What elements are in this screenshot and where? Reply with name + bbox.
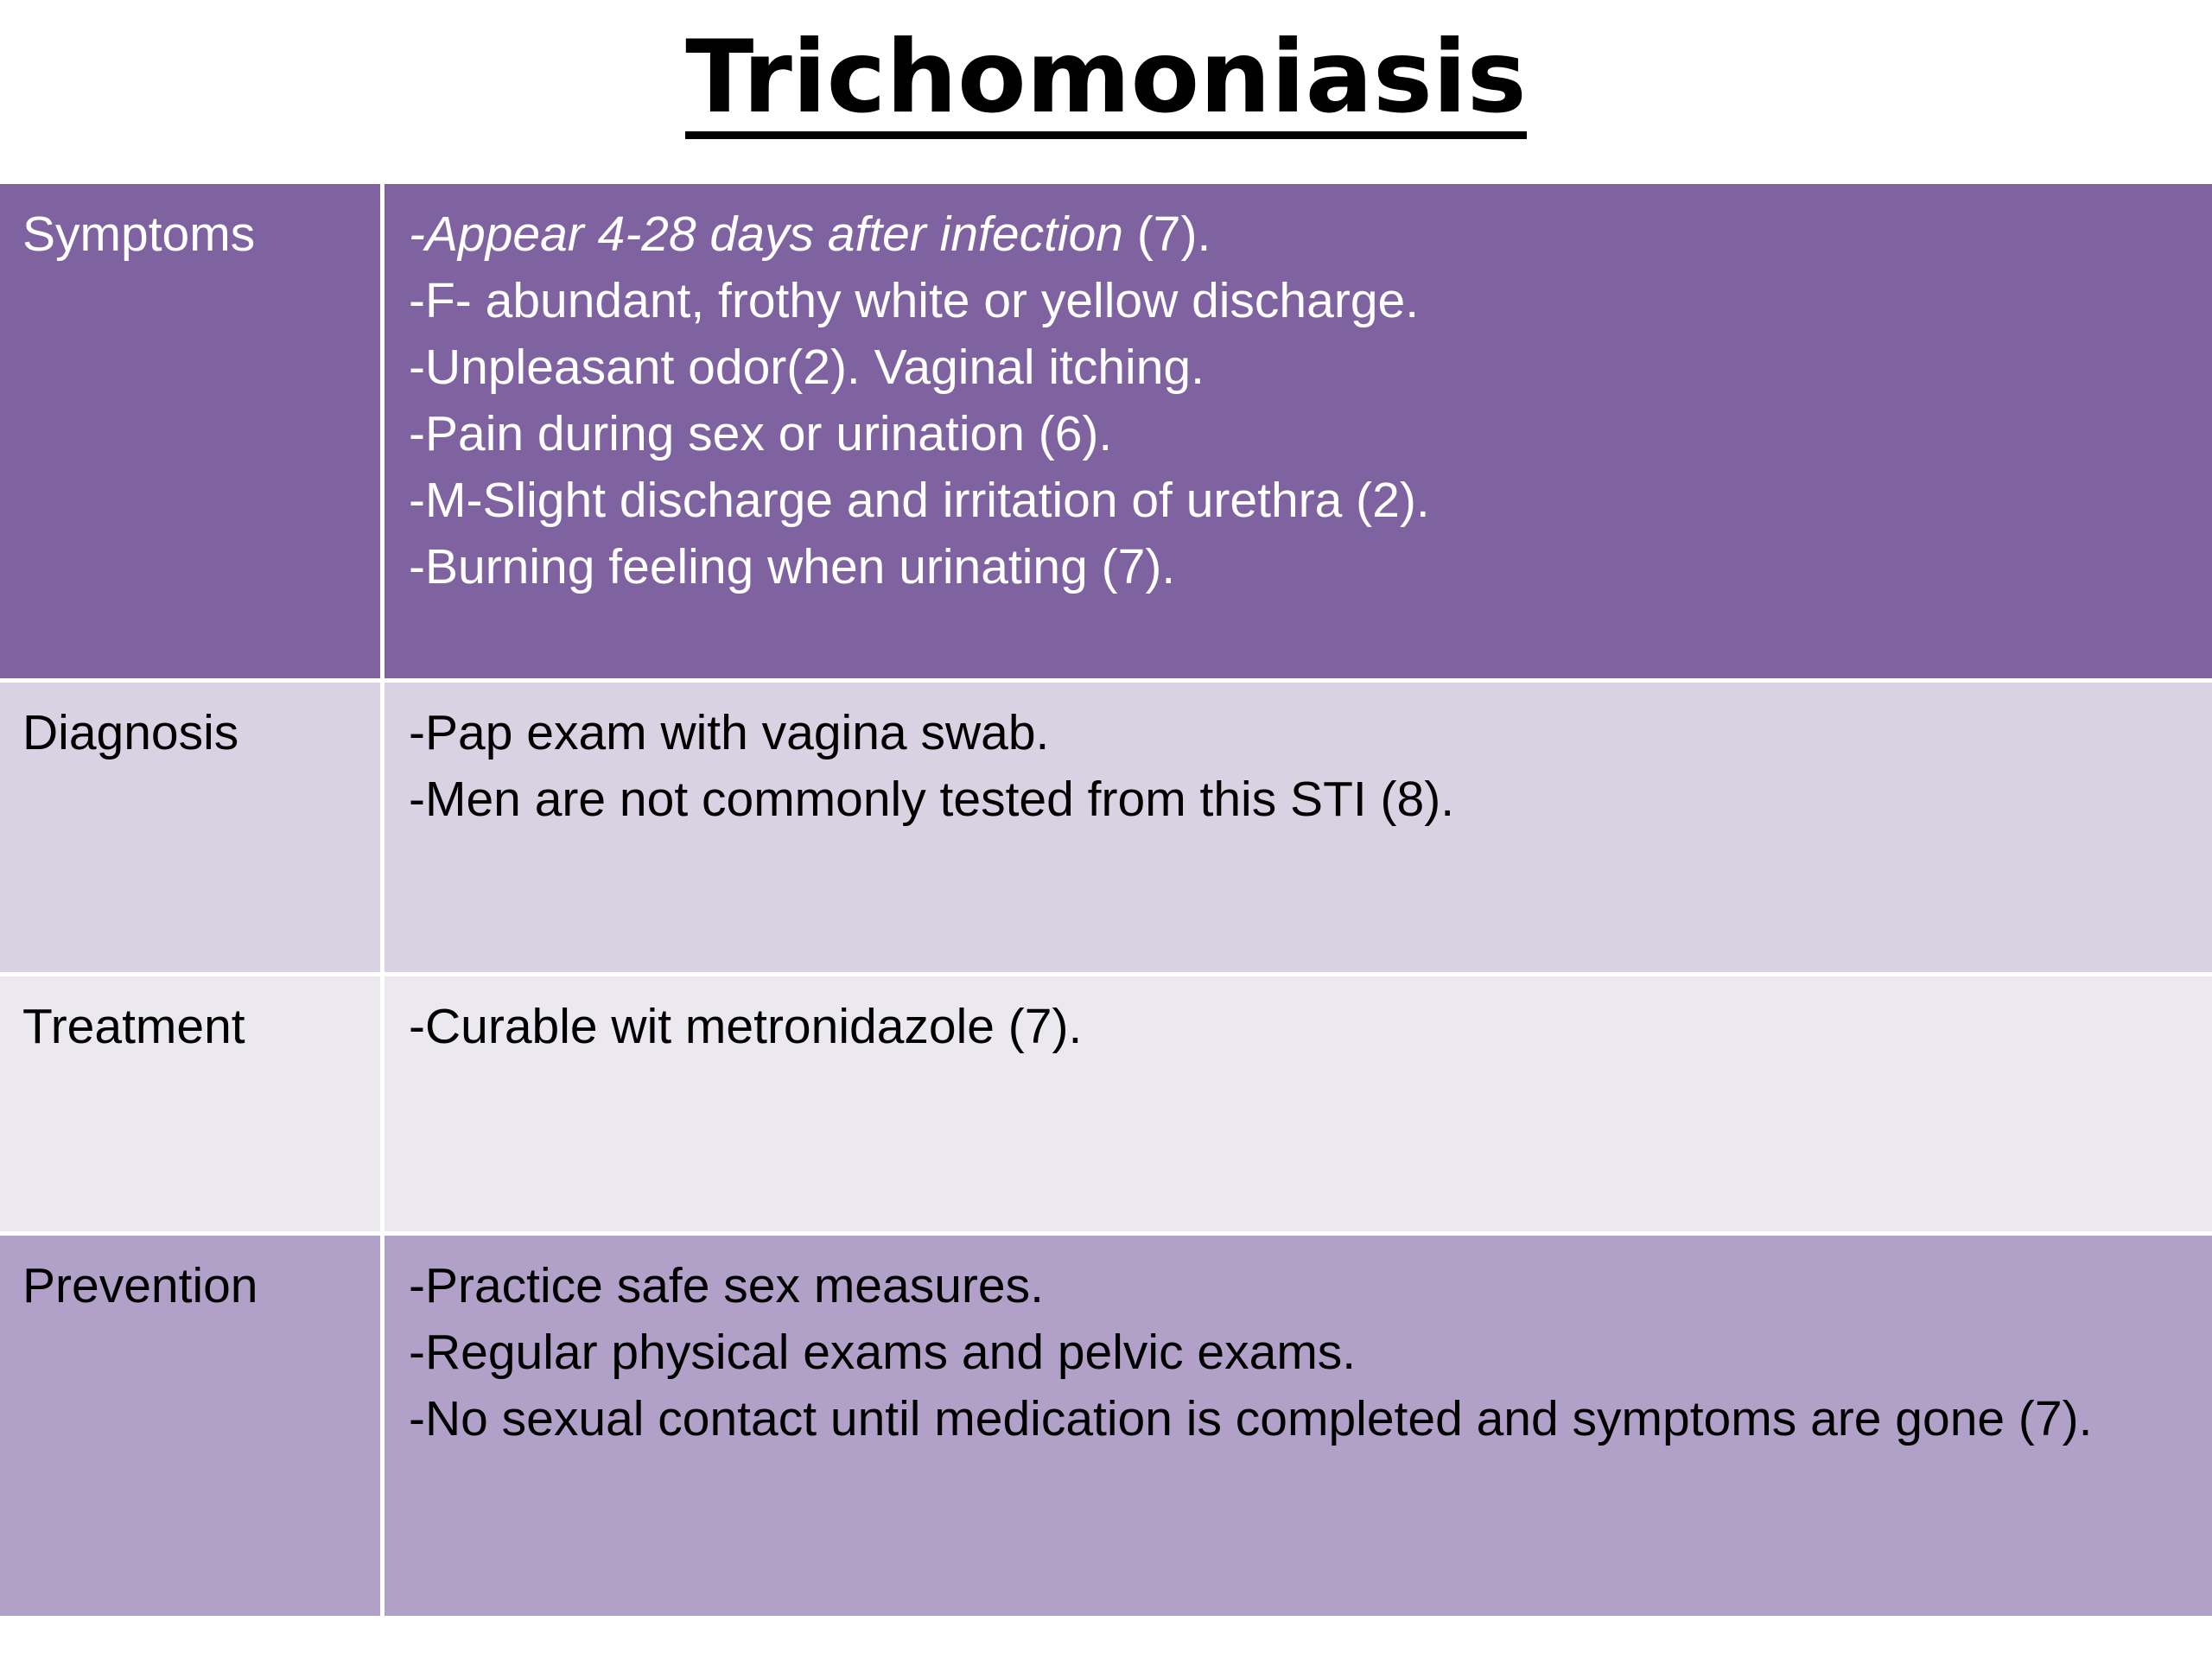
- row-label-prevention: Prevention: [0, 1236, 385, 1616]
- content-line-text: (7).: [1122, 207, 1211, 262]
- page-title: [0, 17, 2212, 139]
- content-line: -Practice safe sex measures.: [409, 1258, 1044, 1313]
- row-content-treatment: [385, 976, 2212, 1231]
- content-line: -Men are not commonly tested from this STI (8).: [409, 772, 1455, 827]
- content-line: -F- abundant, frothy white or yellow discharge.: [409, 273, 1420, 328]
- content-line: -Unpleasant odor(2). Vaginal itching.: [409, 340, 1205, 395]
- row-label-symptoms: Symptoms: [0, 184, 385, 678]
- content-line: -Pap exam with vagina swab.: [409, 705, 1050, 760]
- content-line-italic: -Appear 4-28 days after infection: [409, 207, 1123, 262]
- table-row-diagnosis: [0, 683, 2212, 976]
- row-label-treatment: Treatment: [0, 976, 385, 1231]
- content-line: -Regular physical exams and pelvic exams.: [409, 1325, 1357, 1380]
- row-content-prevention: [385, 1236, 2212, 1616]
- content-line: -Curable wit metronidazole (7).: [409, 999, 1083, 1054]
- table-row-prevention: [0, 1236, 2212, 1616]
- table-row-symptoms: [0, 184, 2212, 683]
- content-line: -M-Slight discharge and irritation of urethra (2).: [409, 473, 1430, 528]
- row-content-diagnosis: [385, 683, 2212, 972]
- content-line: -No sexual contact until medication is completed and symptoms are gone (7).: [409, 1391, 2093, 1446]
- content-line: -Pain during sex or urination (6).: [409, 406, 1113, 461]
- table-row-treatment: [0, 976, 2212, 1236]
- page-title-text: Trichomoniasis: [685, 27, 1526, 139]
- row-content-symptoms: [385, 184, 2212, 678]
- row-label-diagnosis: Diagnosis: [0, 683, 385, 972]
- content-line: [409, 201, 2212, 268]
- info-table: [0, 184, 2212, 1616]
- content-line: -Burning feeling when urinating (7).: [409, 539, 1176, 594]
